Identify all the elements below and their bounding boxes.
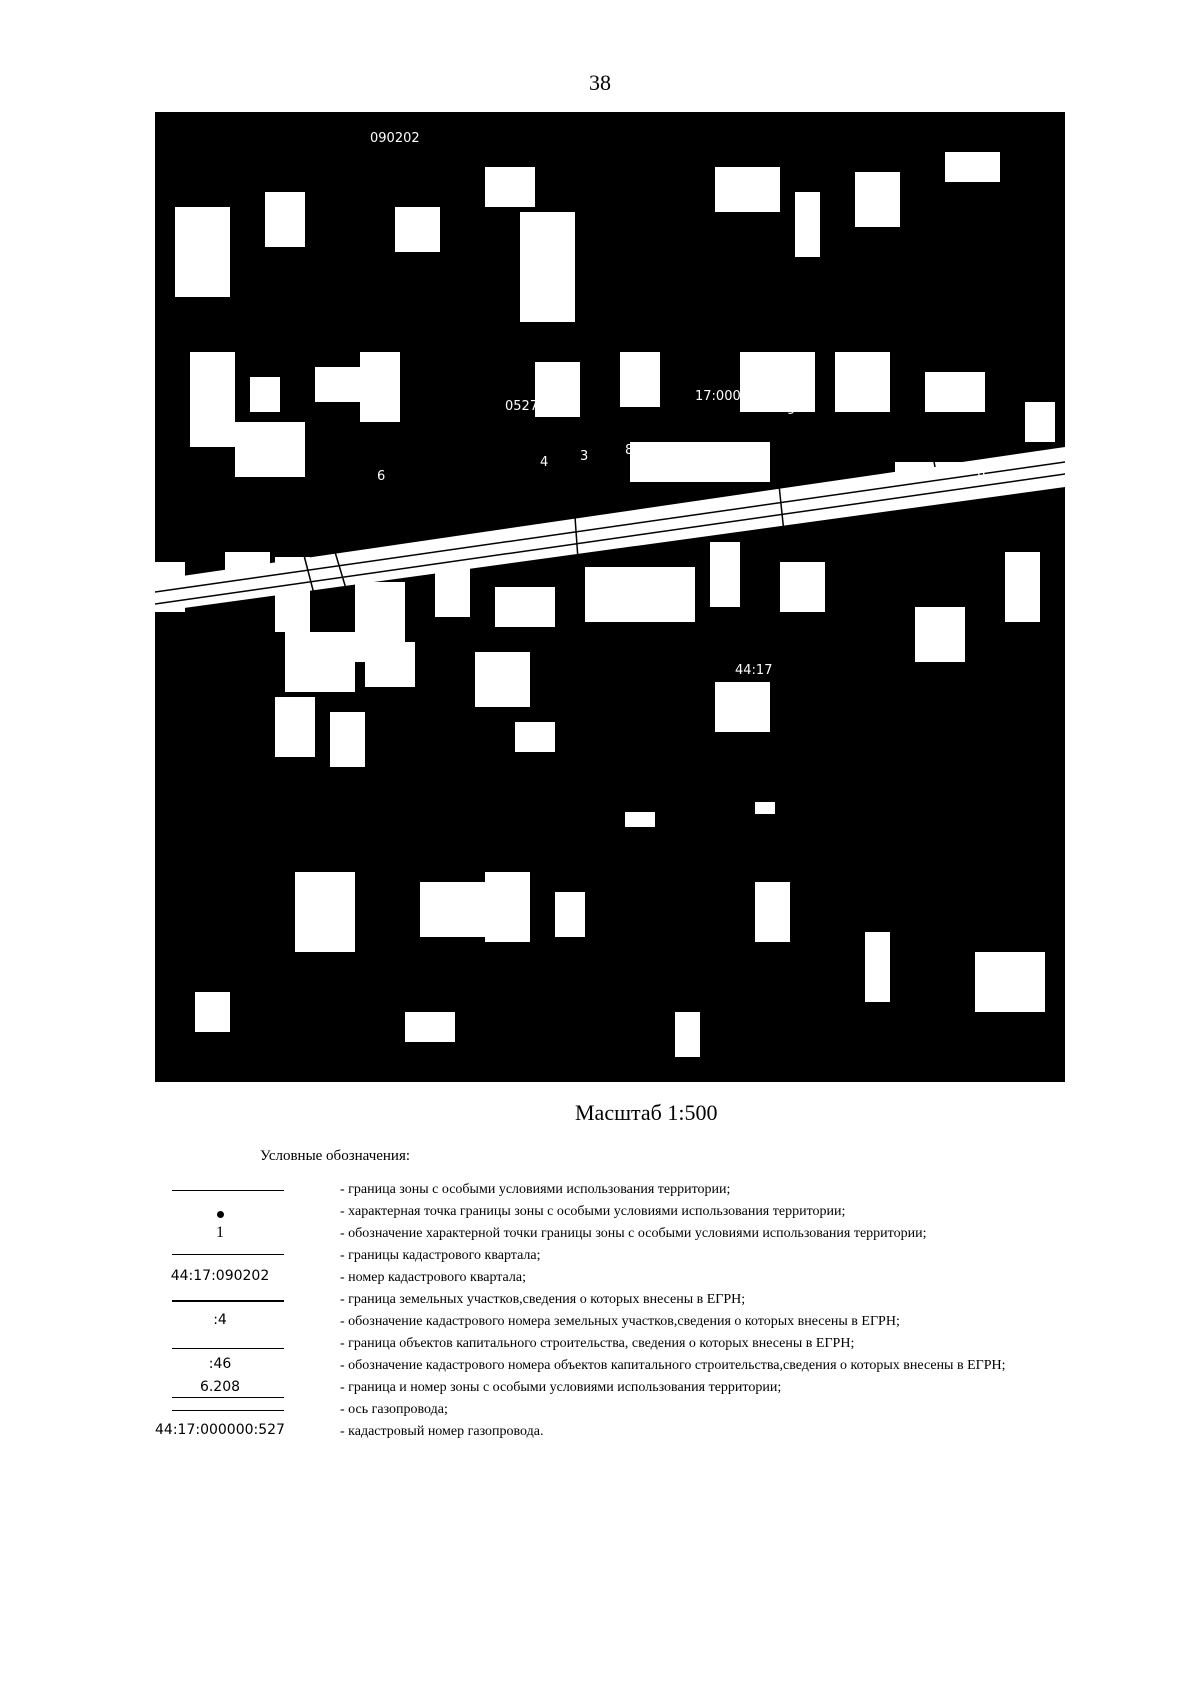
legend-item <box>150 1224 1150 1246</box>
legend-item <box>150 1246 1150 1268</box>
map-label-point-8: 8 <box>625 443 634 458</box>
legend-symbol-parcel-number: :4 <box>213 1312 227 1328</box>
aerial-image <box>155 112 1065 1082</box>
legend-description: - граница объектов капитального строительства, сведения о которых внесены в ЕГРН; <box>340 1336 855 1351</box>
aerial-map <box>155 112 1065 1082</box>
zone-number-text: 6.208 <box>199 1379 241 1395</box>
legend-symbol-quarter-boundary <box>150 1246 290 1268</box>
legend-description: - обозначение кадастрового номера объектов капитального строительства,сведения о которых внесены в ЕГРН; <box>340 1358 1006 1373</box>
legend-item <box>150 1312 1150 1334</box>
legend-description: - границы кадастрового квартала; <box>340 1248 541 1263</box>
legend-description: - граница зоны с особыми условиями использования территории; <box>340 1182 731 1197</box>
legend-item <box>150 1180 1150 1202</box>
legend-symbol-gas-pipeline-axis <box>150 1400 290 1422</box>
scale-label: Масштаб 1:500 <box>575 1100 718 1125</box>
map-label-building: 44:17 <box>735 663 773 678</box>
legend-symbol-gas-pipeline-number: 44:17:000000:527 <box>155 1422 285 1438</box>
legend-symbol-point-dot <box>150 1202 290 1224</box>
legend-item <box>150 1202 1150 1224</box>
map-label-point-4: 4 <box>540 455 549 470</box>
legend-title: Условные обозначения: <box>260 1148 411 1164</box>
map-label-point-3: 3 <box>580 449 589 464</box>
page-number: 38 <box>589 70 611 95</box>
legend-description: - кадастровый номер газопровода. <box>340 1424 544 1439</box>
map-label-point-6-right: 6 <box>977 466 986 481</box>
legend-description: - характерная точка границы зоны с особыми условиями использования территории; <box>340 1204 846 1219</box>
legend-symbol-parcel-boundary <box>150 1290 290 1312</box>
legend-item <box>150 1378 1150 1400</box>
map-label-parcel: 0527 <box>505 399 539 414</box>
legend-item <box>150 1400 1150 1422</box>
legend-item <box>150 1422 1150 1444</box>
legend-symbol-zone-number <box>150 1378 290 1400</box>
point-dot-icon <box>217 1211 224 1218</box>
legend-item <box>150 1334 1150 1356</box>
map-label-point-9: 9 <box>787 403 796 418</box>
legend-symbol-quarter-number: 44:17:090202 <box>170 1268 270 1284</box>
map-label-gas-pipeline: 17:000000:5 <box>695 389 779 404</box>
legend-item <box>150 1268 1150 1290</box>
legend-symbol-building-boundary <box>150 1334 290 1356</box>
legend-symbol-point-number: 1 <box>216 1224 224 1241</box>
legend-item <box>150 1356 1150 1378</box>
legend-symbol-building-number: :46 <box>208 1356 232 1372</box>
legend-description: - граница и номер зоны с особыми условиями использования территории; <box>340 1380 782 1395</box>
legend-description: - граница земельных участков,сведения о которых внесены в ЕГРН; <box>340 1292 746 1307</box>
legend <box>150 1180 1150 1444</box>
legend-description: - обозначение кадастрового номера земельных участков,сведения о которых внесены в ЕГРН; <box>340 1314 900 1329</box>
map-label-point-6: 6 <box>377 469 386 484</box>
legend-symbol-zone-boundary <box>150 1180 290 1202</box>
map-label-quarter: 090202 <box>370 131 420 146</box>
legend-item <box>150 1290 1150 1312</box>
legend-description: - ось газопровода; <box>340 1402 448 1417</box>
legend-description: - номер кадастрового квартала; <box>340 1270 526 1285</box>
legend-description: - обозначение характерной точки границы зоны с особыми условиями использования территории; <box>340 1226 927 1241</box>
